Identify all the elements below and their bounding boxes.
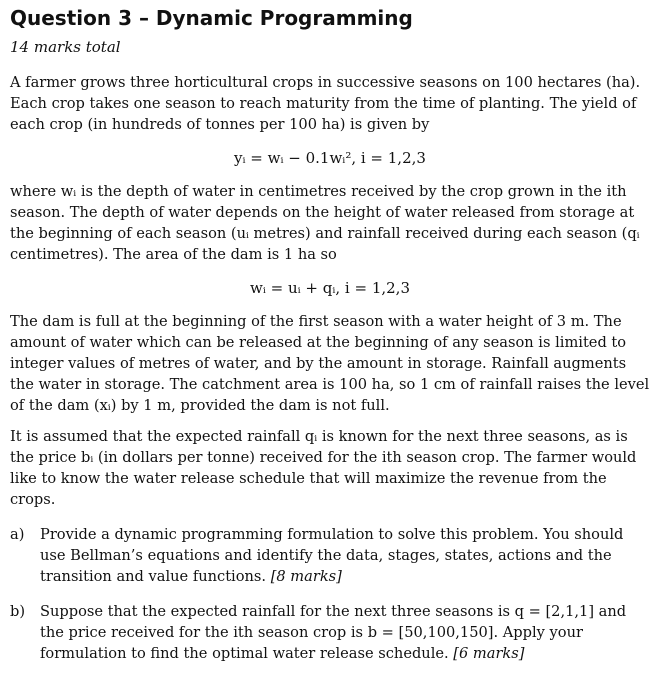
assumption-paragraph: It is assumed that the expected rainfall qᵢ is known for the next three seasons, as is the price bᵢ (in dollars per tonne) received for the ith season crop. The farmer would like to know the water release schedule that will maximize the revenue from the crops. — [10, 428, 637, 508]
sub-question-marks: [8 marks] — [270, 568, 342, 585]
water-equation: wᵢ = uᵢ + qᵢ, i = 1,2,3 — [250, 279, 410, 297]
question-document — [10, 4, 650, 664]
intro-paragraph: A farmer grows three horticultural crops in successive seasons on 100 hectares (ha). Each crop takes one season to reach maturity from the time of planting. The yield of each crop (in hundreds of tonnes per 100 ha) is given by — [10, 74, 641, 133]
dam-paragraph: The dam is full at the beginning of the first season with a water height of 3 m. The amount of water which can be released at the beginning of any season is limited to integer values of metres of water, and by the amount in storage. Rainfall augments the water in storage. The catchment area is 100 ha, so 1 cm of rainfall raises the level of the dam (xᵢ) by 1 m, provided the dam is not full. — [10, 313, 650, 414]
sub-question-text: Provide a dynamic programming formulation to solve this problem. You should use Bellman’s equations and identify the data, stages, states, actions and the transition and value functions. — [40, 526, 624, 585]
marks-total: 14 marks total — [10, 38, 121, 56]
sub-question-list — [10, 524, 650, 664]
sub-question-a — [10, 524, 650, 587]
question-title: Question 3 – Dynamic Programming — [10, 6, 413, 30]
sub-question-b — [10, 601, 650, 664]
water-depth-paragraph: where wᵢ is the depth of water in centimetres received by the crop grown in the ith season. The depth of water depends on the height of water released from storage at the beginning of each season (uᵢ metres) and rainfall received during each season (qᵢ centimetres). The area of the dam is 1 ha so — [10, 183, 640, 263]
sub-question-label: a) — [10, 526, 25, 543]
sub-question-label: b) — [10, 603, 26, 620]
sub-question-text: Suppose that the expected rainfall for the next three seasons is q = [2,1,1] and the price received for the ith season crop is b = [50,100,150]. Apply your formulation to find the optimal water release schedule. — [40, 603, 627, 662]
sub-question-marks: [6 marks] — [453, 645, 525, 662]
yield-equation: yᵢ = wᵢ − 0.1wᵢ², i = 1,2,3 — [234, 149, 426, 167]
